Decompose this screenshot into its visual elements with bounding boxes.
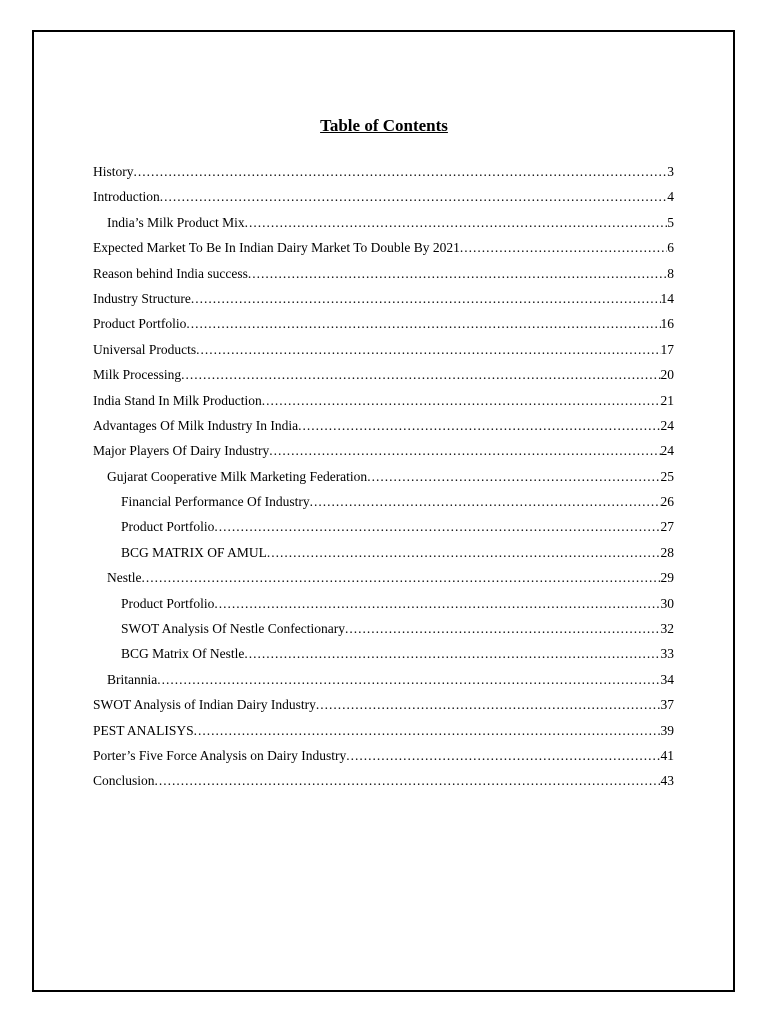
toc-entry-label: Major Players Of Dairy Industry xyxy=(93,443,270,459)
toc-leader xyxy=(157,672,660,688)
toc-entry-page: 14 xyxy=(660,290,674,306)
toc-leader xyxy=(346,748,660,764)
toc-entry-label: Gujarat Cooperative Milk Marketing Federation xyxy=(107,468,368,484)
toc-entry-label: Expected Market To Be In Indian Dairy Market To Double By 2021 xyxy=(93,240,460,256)
toc-entry-label: History xyxy=(93,164,134,179)
toc-entry-page: 16 xyxy=(660,316,674,332)
toc-entry-label: India’s Milk Product Mix xyxy=(107,214,245,230)
toc-entry-page: 33 xyxy=(660,646,674,662)
toc-leader xyxy=(269,443,660,459)
toc-entry[interactable] xyxy=(93,367,674,392)
toc-leader xyxy=(345,621,661,637)
toc-entry[interactable] xyxy=(93,164,674,189)
toc-entry[interactable] xyxy=(93,291,674,316)
toc-entry-label: Introduction xyxy=(93,189,160,205)
toc-leader xyxy=(155,773,661,789)
toc-entry[interactable] xyxy=(93,240,674,265)
toc-entry[interactable] xyxy=(93,723,674,748)
toc-leader xyxy=(214,596,660,612)
toc-entry-page: 8 xyxy=(667,265,674,281)
toc-entry[interactable] xyxy=(93,469,674,494)
toc-entry-label: Porter’s Five Force Analysis on Dairy Industry xyxy=(93,747,347,763)
toc-entry-label: Product Portfolio xyxy=(93,316,187,332)
toc-entry-page: 6 xyxy=(667,240,674,256)
toc-leader xyxy=(267,545,661,561)
toc-entry-label: India Stand In Milk Production xyxy=(93,392,262,408)
toc-entry-label: Industry Structure xyxy=(93,290,191,306)
toc-leader xyxy=(191,291,661,307)
toc-entry-label: Milk Processing xyxy=(93,367,182,383)
toc-leader xyxy=(310,494,661,510)
toc-entry[interactable] xyxy=(93,393,674,418)
toc-title: Table of Contents xyxy=(320,116,448,135)
toc-entry-label: Advantages Of Milk Industry In India xyxy=(93,417,299,433)
toc-leader xyxy=(214,519,660,535)
toc-entry[interactable] xyxy=(93,266,674,291)
toc-entry-label: Nestle xyxy=(107,570,142,586)
toc-entry[interactable] xyxy=(93,215,674,240)
toc-entry[interactable] xyxy=(93,342,674,367)
toc-leader xyxy=(298,418,660,434)
toc-entry[interactable] xyxy=(93,697,674,722)
toc-entry[interactable] xyxy=(93,494,674,519)
toc-entry-label: Conclusion xyxy=(93,773,155,789)
toc-leader xyxy=(244,646,660,662)
toc-entry-page: 4 xyxy=(667,189,674,205)
toc-entry-label: PEST ANALISYS xyxy=(93,722,194,738)
toc-entry[interactable] xyxy=(93,646,674,671)
toc-entry-label: Financial Performance Of Industry xyxy=(121,494,310,510)
toc-entry-page: 43 xyxy=(660,773,674,789)
toc-entry-label: SWOT Analysis Of Nestle Confectionary xyxy=(121,621,345,637)
toc-entry-page: 20 xyxy=(660,367,674,383)
toc-entry-page: 39 xyxy=(660,722,674,738)
toc-entry-page: 37 xyxy=(660,697,674,713)
toc-entry-page: 17 xyxy=(660,341,674,357)
toc-entry-label: Product Portfolio xyxy=(121,595,215,611)
toc-leader xyxy=(160,189,668,205)
toc-entry-label: BCG MATRIX OF AMUL xyxy=(121,544,267,560)
toc-leader xyxy=(134,164,668,180)
toc-entry-page: 32 xyxy=(660,621,674,637)
toc-leader xyxy=(245,215,668,231)
toc-entry[interactable] xyxy=(93,443,674,468)
toc-entry[interactable] xyxy=(93,545,674,570)
toc-entry-page: 28 xyxy=(660,544,674,560)
toc-entry-page: 30 xyxy=(660,595,674,611)
toc-leader xyxy=(460,240,667,256)
toc-entry-page: 24 xyxy=(660,443,674,459)
toc-entry-page: 34 xyxy=(660,671,674,687)
toc-leader xyxy=(248,266,667,282)
toc-entry[interactable] xyxy=(93,596,674,621)
toc-leader xyxy=(367,469,660,485)
toc-entry-label: SWOT Analysis of Indian Dairy Industry xyxy=(93,697,316,713)
toc-leader xyxy=(142,570,661,586)
toc-entry-page: 29 xyxy=(660,570,674,586)
toc-list xyxy=(93,164,674,799)
toc-entry-label: Britannia xyxy=(107,671,158,687)
toc-leader xyxy=(194,723,661,739)
toc-leader xyxy=(196,342,660,358)
toc-entry-page: 25 xyxy=(660,468,674,484)
toc-entry[interactable] xyxy=(93,621,674,646)
toc-entry-label: BCG Matrix Of Nestle xyxy=(121,646,245,662)
toc-leader xyxy=(181,367,660,383)
toc-leader xyxy=(186,316,660,332)
toc-entry-page: 41 xyxy=(660,747,674,763)
toc-entry[interactable] xyxy=(93,316,674,341)
toc-entry-page: 21 xyxy=(660,392,674,408)
toc-entry-label: Product Portfolio xyxy=(121,519,215,535)
toc-entry-page: 24 xyxy=(660,417,674,433)
toc-entry-page: 27 xyxy=(660,519,674,535)
toc-leader xyxy=(262,393,661,409)
toc-entry-page: 26 xyxy=(660,494,674,510)
toc-entry-page: 5 xyxy=(667,214,674,230)
toc-leader xyxy=(316,697,661,713)
toc-entry[interactable] xyxy=(93,418,674,443)
toc-entry-label: Universal Products xyxy=(93,341,197,357)
toc-entry[interactable] xyxy=(93,189,674,214)
toc-entry[interactable] xyxy=(93,672,674,697)
toc-entry[interactable] xyxy=(93,773,674,798)
toc-entry-label: Reason behind India success xyxy=(93,265,248,281)
toc-entry[interactable] xyxy=(93,519,674,544)
toc-entry-page: 3 xyxy=(667,164,674,179)
toc-entry[interactable] xyxy=(93,570,674,595)
toc-entry[interactable] xyxy=(93,748,674,773)
